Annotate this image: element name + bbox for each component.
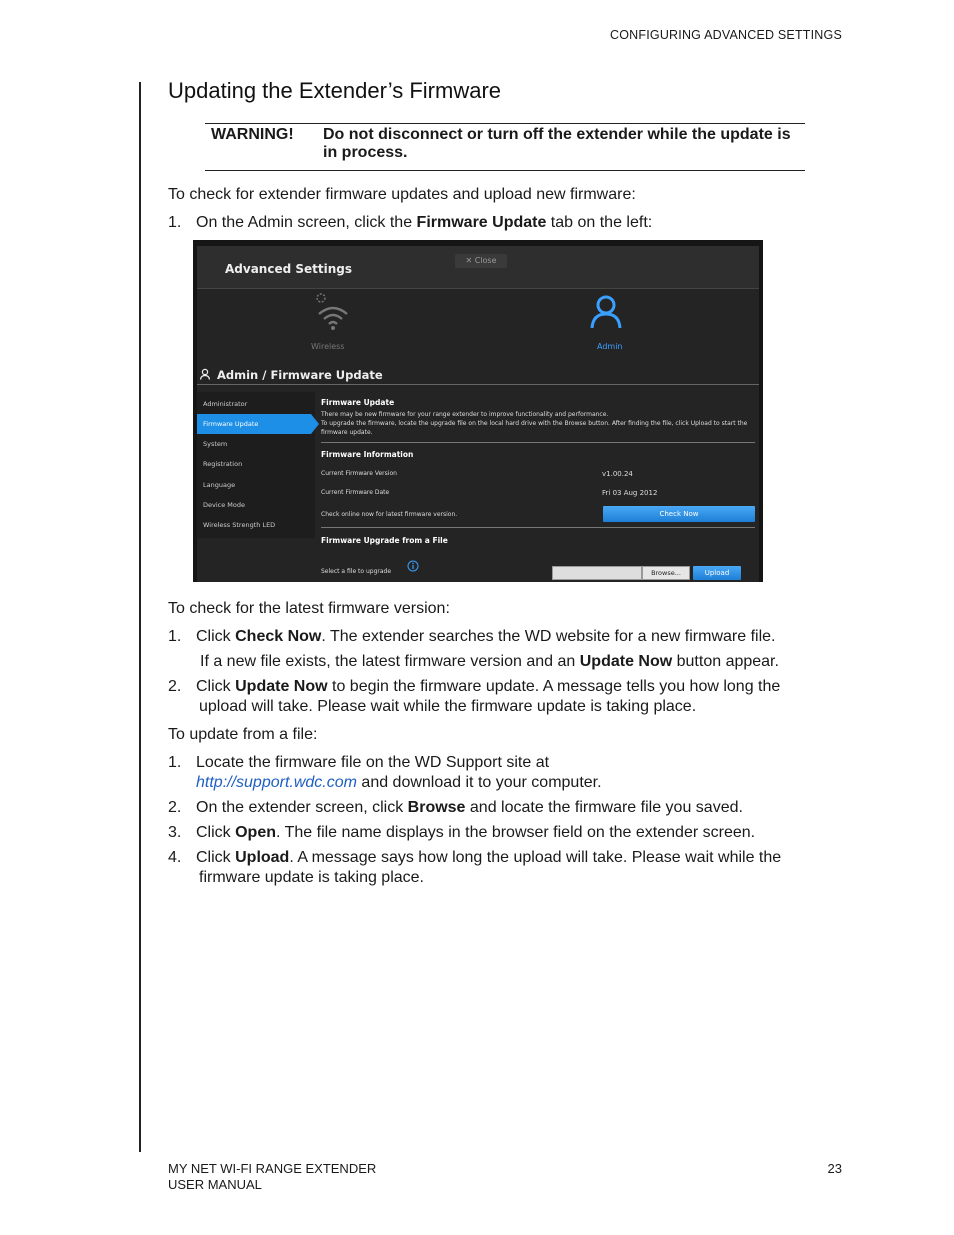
current-version-value: v1.00.24 (602, 470, 633, 478)
upload-button[interactable]: Upload (693, 566, 741, 580)
page-title: Updating the Extender’s Firmware (168, 78, 502, 103)
sidebar-item-label: Firmware Update (203, 420, 259, 428)
person-icon (199, 368, 211, 380)
admin-icon[interactable] (589, 294, 623, 332)
divider (321, 442, 755, 443)
step-text: . The file name displays in the browser field on the extender screen. (276, 824, 756, 841)
list-number: 1. (168, 214, 182, 231)
current-version-label: Current Firmware Version (321, 470, 397, 477)
footer-title (168, 1161, 376, 1193)
step-bold: Browse (407, 799, 466, 816)
intro-paragraph: To check for extender firmware updates and upload new firmware: (168, 186, 636, 203)
step-text: Click (196, 824, 236, 841)
check-online-label: Check online now for latest firmware version. (321, 511, 458, 518)
footer-line: USER MANUAL (168, 1177, 262, 1192)
warning-label: WARNING! (211, 126, 294, 143)
sidebar-item-administrator[interactable]: Administrator (203, 400, 248, 408)
list-number: 1. (168, 628, 182, 645)
margin-rule (139, 82, 141, 1152)
page-number: 23 (827, 1161, 842, 1176)
upgrade-heading: Firmware Upgrade from a File (321, 536, 448, 545)
check-now-button[interactable]: Check Now (603, 506, 755, 522)
browse-button[interactable]: Browse... (642, 566, 690, 580)
close-tab[interactable] (455, 254, 507, 268)
note-text: button appear. (672, 653, 779, 670)
step-bold: Firmware Update (416, 214, 547, 231)
step-continuation: upload will take. Please wait while the firmware update is taking place. (199, 698, 697, 715)
running-header: CONFIGURING ADVANCED SETTINGS (610, 28, 842, 42)
current-date-label: Current Firmware Date (321, 489, 390, 496)
step-text: Click (196, 628, 236, 645)
divider (321, 527, 755, 528)
intro-paragraph: To check for the latest firmware version: (168, 600, 450, 617)
warning-text: Do not disconnect or turn off the extender while the update is in process. (323, 126, 791, 161)
intro-paragraph: To update from a file: (168, 726, 318, 743)
window-title: Advanced Settings (225, 262, 353, 276)
breadcrumb-text: Admin / Firmware Update (217, 368, 383, 382)
support-link[interactable]: http://support.wdc.com (196, 774, 357, 791)
close-label: Close (474, 256, 497, 265)
step-text: tab on the left: (546, 214, 653, 231)
screenshot-topbar (197, 246, 759, 289)
list-number: 2. (168, 799, 182, 816)
footer-line: MY NET WI-FI RANGE EXTENDER (168, 1161, 377, 1176)
firmware-update-heading: Firmware Update (321, 398, 395, 407)
step-text: . A message says how long the upload will take. Please wait while the (289, 849, 782, 866)
select-file-label: Select a file to upgrade (321, 568, 392, 575)
wifi-icon[interactable] (315, 292, 351, 332)
list-number: 1. (168, 754, 182, 771)
step-bold: Upload (235, 849, 290, 866)
list-number: 3. (168, 824, 182, 841)
step-text: On the extender screen, click (196, 799, 408, 816)
step-bold: Open (235, 824, 276, 841)
step-text: Locate the firmware file on the WD Support site at (196, 754, 550, 771)
wireless-label[interactable]: Wireless (311, 342, 345, 351)
current-date-value: Fri 03 Aug 2012 (602, 489, 658, 497)
step-text: to begin the firmware update. A message tells you how long the (327, 678, 781, 695)
sidebar-item-firmware-update[interactable] (197, 414, 311, 434)
step-note (200, 652, 779, 672)
list-number: 4. (168, 849, 182, 866)
step-text: and download it to your computer. (356, 774, 602, 791)
step-text: . The extender searches the WD website for a new firmware file. (321, 628, 776, 645)
breadcrumb (197, 366, 759, 385)
step-continuation: firmware update is taking place. (199, 869, 424, 886)
note-text: If a new file exists, the latest firmware version and an (200, 653, 580, 670)
admin-label[interactable]: Admin (597, 342, 623, 351)
step-text: Click (196, 678, 236, 695)
warning-box (205, 123, 805, 171)
sidebar-item-device-mode[interactable]: Device Mode (203, 501, 246, 509)
admin-sidebar (197, 392, 315, 538)
list-number: 2. (168, 678, 182, 695)
close-icon: ✕ (465, 256, 475, 265)
step-text: Click (196, 849, 236, 866)
info-icon[interactable] (407, 560, 419, 572)
file-path-field[interactable] (552, 566, 642, 580)
firmware-info-heading: Firmware Information (321, 450, 414, 459)
sidebar-item-system[interactable]: System (203, 440, 228, 448)
admin-screenshot (193, 240, 763, 582)
sidebar-item-registration[interactable]: Registration (203, 460, 243, 468)
firmware-update-desc: There may be new firmware for your range extender to improve functionality and performance. (321, 411, 609, 418)
firmware-update-desc: To upgrade the firmware, locate the upgrade file on the local hard drive with the Browse button. After finding the file, click Upload to start the firmware update. (321, 420, 748, 436)
step-text: On the Admin screen, click the (196, 214, 417, 231)
sidebar-item-wireless-strength-led[interactable]: Wireless Strength LED (203, 521, 276, 529)
sidebar-item-language[interactable]: Language (203, 481, 236, 489)
step-text: and locate the firmware file you saved. (465, 799, 743, 816)
step-bold: Update Now (235, 678, 328, 695)
step-bold: Check Now (235, 628, 322, 645)
note-bold: Update Now (579, 653, 673, 670)
